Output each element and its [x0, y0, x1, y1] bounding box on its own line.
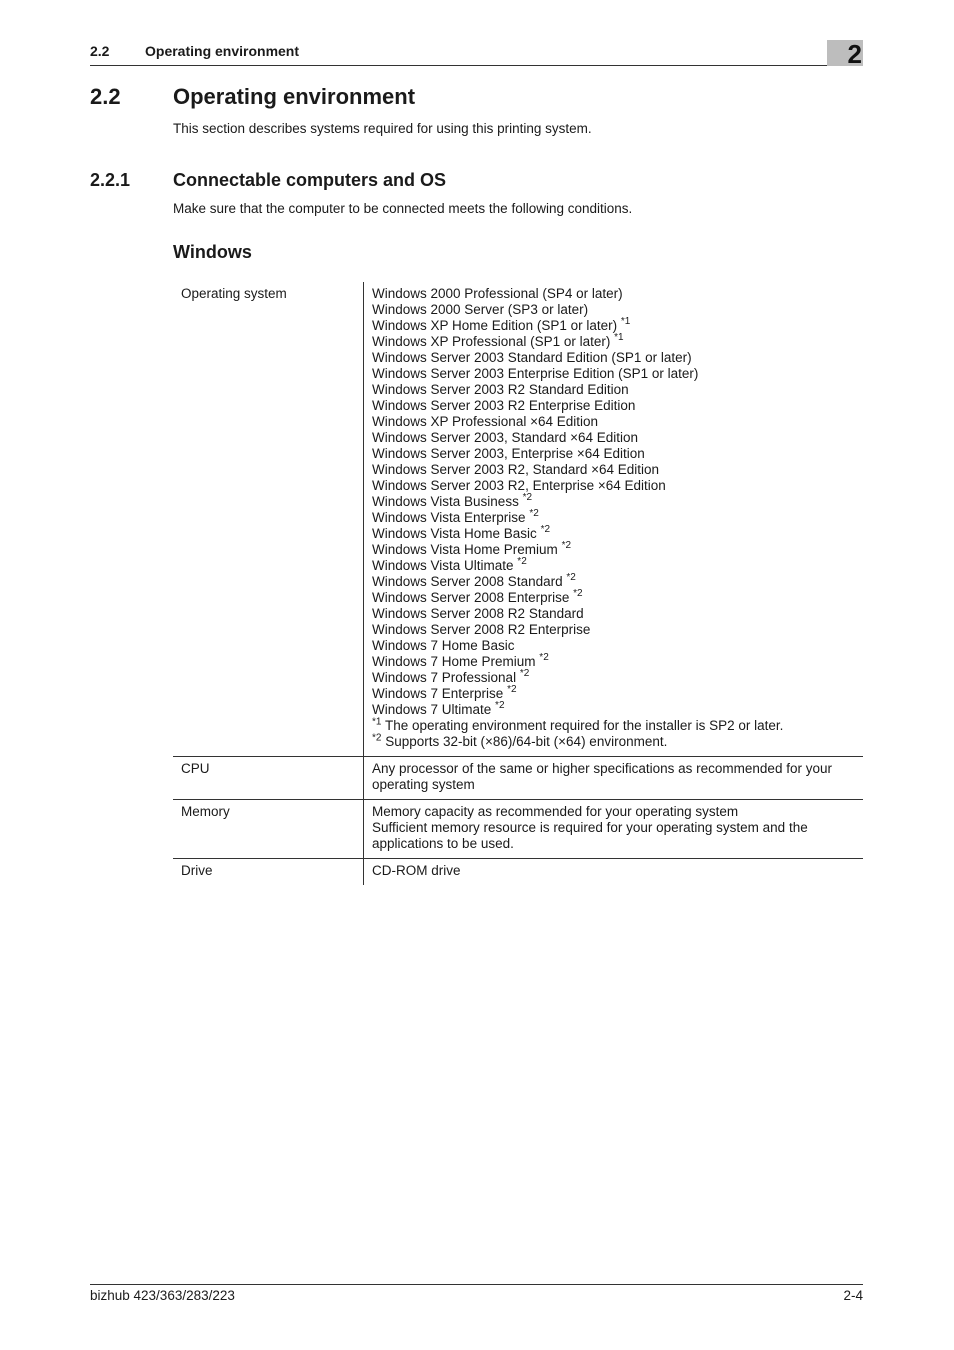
footnote-mark: *2 — [517, 555, 527, 567]
os-item — [372, 398, 855, 414]
os-item — [372, 430, 855, 446]
chapter-badge: 2 — [827, 40, 863, 66]
windows-heading: Windows — [173, 242, 252, 262]
footnote-mark: *2 — [566, 571, 576, 583]
footnote-mark: *2 — [529, 507, 539, 519]
header-section-number: 2.2 — [90, 43, 110, 59]
os-item — [372, 555, 855, 574]
footnote — [372, 718, 855, 734]
os-item — [372, 286, 855, 302]
os-item-text: Windows Server 2003 R2, Enterprise ×64 Edition — [372, 478, 666, 493]
os-item — [372, 683, 855, 702]
os-item-text: Windows 2000 Server (SP3 or later) — [372, 302, 589, 317]
os-item — [372, 651, 855, 670]
footnote-mark: *2 — [507, 683, 517, 695]
subsection-intro: Make sure that the computer to be connected meets the following conditions. — [173, 201, 633, 216]
os-list — [372, 286, 855, 718]
os-item — [372, 507, 855, 526]
footer-page-number: 2-4 — [843, 1288, 863, 1303]
os-item-text: Windows Server 2008 Standard — [372, 574, 567, 589]
footnote-text: The operating environment required for the installer is SP2 or later. — [381, 718, 784, 733]
subsection-title: Connectable computers and OS — [173, 170, 447, 190]
table-row-memory — [173, 800, 863, 859]
requirements-table — [173, 282, 863, 885]
running-header — [90, 39, 863, 69]
section-title: Operating environment — [173, 84, 416, 109]
os-item-text: Windows Server 2003, Standard ×64 Edition — [372, 430, 639, 445]
os-item-text: Windows Vista Business — [372, 494, 523, 509]
os-item-text: Windows XP Home Edition (SP1 or later) — [372, 318, 621, 333]
os-item-text: Windows Server 2003, Enterprise ×64 Edition — [372, 446, 645, 461]
os-item — [372, 523, 855, 542]
footnote-mark: *2 — [573, 587, 583, 599]
os-item — [372, 302, 855, 318]
os-item-text: Windows Vista Home Premium — [372, 542, 562, 557]
os-item-text: Windows Vista Ultimate — [372, 558, 518, 573]
drive-value: CD-ROM drive — [364, 859, 864, 886]
os-item — [372, 622, 855, 638]
subsection-heading — [90, 170, 446, 191]
os-item — [372, 667, 855, 686]
os-item — [372, 699, 855, 718]
os-item-text: Windows Server 2008 R2 Standard — [372, 606, 584, 621]
os-item-text: Windows Vista Home Basic — [372, 526, 541, 541]
os-item-text: Windows Server 2008 Enterprise — [372, 590, 574, 605]
os-item — [372, 478, 855, 494]
os-item — [372, 382, 855, 398]
footer-model: bizhub 423/363/283/223 — [90, 1288, 235, 1303]
section-intro: This section describes systems required for using this printing system. — [173, 121, 592, 136]
os-item — [372, 366, 855, 382]
os-item — [372, 638, 855, 654]
os-item-text: Windows 7 Ultimate — [372, 702, 496, 717]
os-item — [372, 539, 855, 558]
header-section-title: Operating environment — [145, 43, 300, 59]
os-item-text: Windows Server 2003 Standard Edition (SP1 or later) — [372, 350, 692, 365]
footnote-mark: *1 — [614, 331, 624, 343]
footnote-mark: *2 — [522, 491, 533, 503]
os-item-text: Windows Server 2003 R2 Standard Edition — [372, 382, 629, 397]
os-item-text: Windows Vista Enterprise — [372, 510, 530, 525]
os-item-text: Windows Server 2008 R2 Enterprise — [372, 622, 591, 637]
os-notes — [372, 718, 855, 750]
section-heading — [90, 84, 415, 110]
cpu-label: CPU — [173, 757, 364, 800]
os-item-text: Windows XP Professional (SP1 or later) — [372, 334, 615, 349]
os-item — [372, 462, 855, 478]
os-item — [372, 331, 855, 350]
os-item — [372, 606, 855, 622]
footnote-mark: *2 — [540, 523, 551, 535]
drive-label: Drive — [173, 859, 364, 886]
os-item-text: Windows Server 2003 R2, Standard ×64 Edition — [372, 462, 660, 477]
memory-value — [364, 800, 864, 859]
os-item — [372, 571, 855, 590]
os-item — [372, 414, 855, 430]
footnote-mark: *2 — [519, 667, 530, 679]
memory-label: Memory — [173, 800, 364, 859]
memory-line: Sufficient memory resource is required for your operating system and the applications to be used. — [372, 820, 808, 851]
footnote-mark: *2 — [495, 699, 505, 711]
footnote-mark: *1 — [620, 315, 631, 327]
os-item-text: Windows 7 Home Basic — [372, 638, 515, 653]
os-item — [372, 446, 855, 462]
section-number: 2.2 — [90, 84, 121, 109]
footnote-mark: *1 — [372, 716, 382, 728]
os-item-text: Windows 2000 Professional (SP4 or later) — [372, 286, 623, 301]
os-item-text: Windows 7 Home Premium — [372, 654, 540, 669]
os-item-text: Windows 7 Enterprise — [372, 686, 508, 701]
os-item — [372, 491, 855, 510]
footnote-mark: *2 — [372, 732, 382, 744]
table-row-drive — [173, 859, 863, 886]
footnote-mark: *2 — [539, 651, 549, 663]
cpu-value: Any processor of the same or higher specifications as recommended for your operating system — [364, 757, 864, 800]
footnote-text: Supports 32-bit (×86)/64-bit (×64) environment. — [381, 734, 668, 749]
memory-line: Memory capacity as recommended for your operating system — [372, 804, 739, 819]
os-item-text: Windows Server 2003 Enterprise Edition (SP1 or later) — [372, 366, 699, 381]
footnote-mark: *2 — [561, 539, 572, 551]
os-label: Operating system — [173, 282, 364, 757]
os-item-text: Windows XP Professional ×64 Edition — [372, 414, 598, 429]
os-item — [372, 587, 855, 606]
os-value — [364, 282, 864, 757]
table-row-cpu — [173, 757, 863, 800]
table-row-os — [173, 282, 863, 757]
footnote — [372, 734, 855, 750]
os-item-text: Windows Server 2003 R2 Enterprise Edition — [372, 398, 636, 413]
os-item-text: Windows 7 Professional — [372, 670, 520, 685]
os-item — [372, 350, 855, 366]
page-footer — [90, 1284, 863, 1303]
subsection-number: 2.2.1 — [90, 170, 131, 190]
